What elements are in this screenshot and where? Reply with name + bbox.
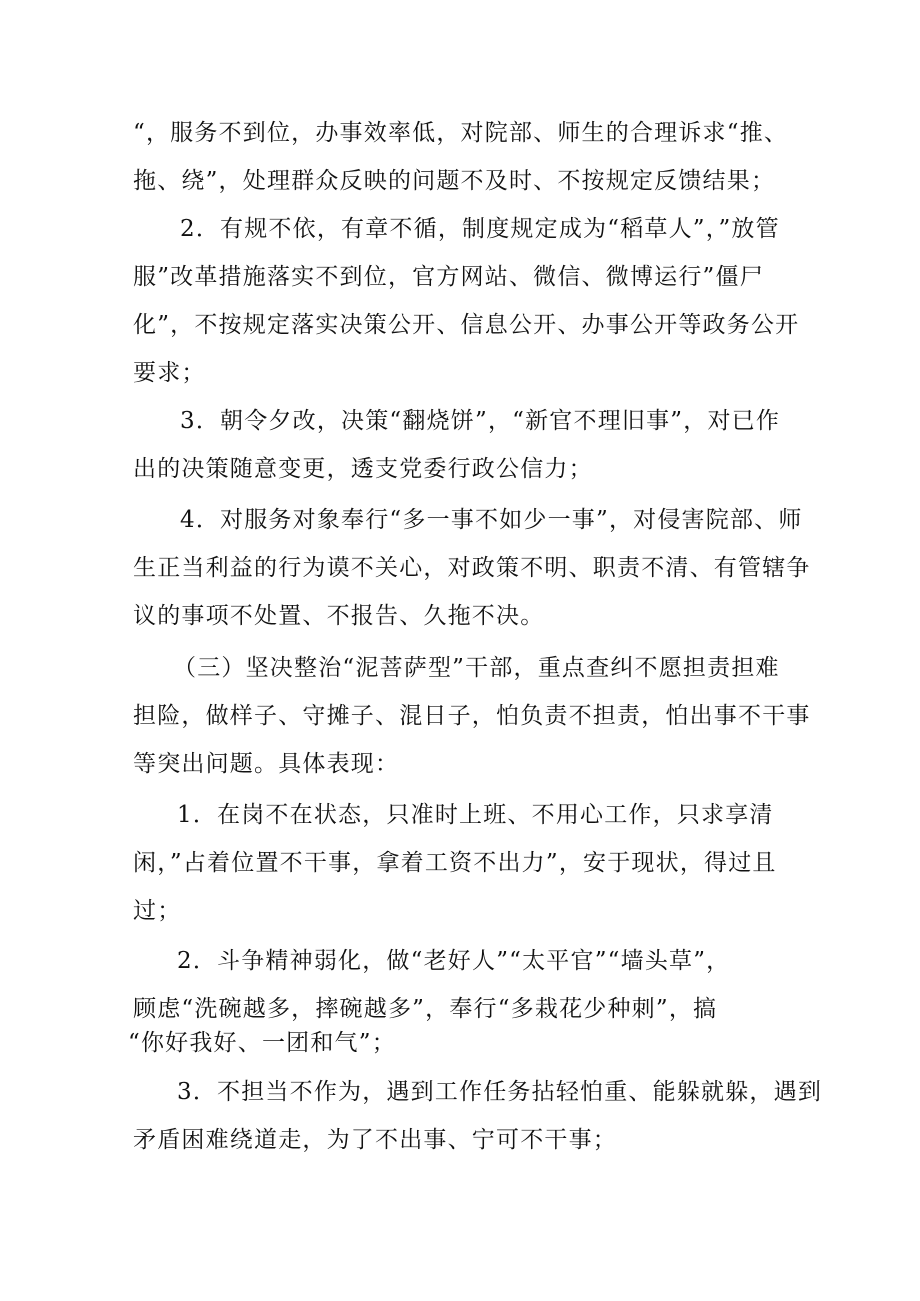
list-item-2b-line: 2．斗争精神弱化，做“老好人”“太平官”“墙头草”，: [177, 948, 731, 974]
text-line: 化”，不按规定落实决策公开、信息公开、办事公开等政务公开: [133, 312, 800, 338]
text-line: 等突出问题。具体表现：: [133, 751, 400, 777]
list-item-1-line: 1．在岗不在状态，只准时上班、不用心工作，只求享清: [177, 802, 774, 828]
list-item-4-line: 4．对服务对象奉行“多一事不如少一事”，对侵害院部、师: [180, 507, 803, 533]
text-line: 闲，”占着位置不干事，拿着工资不出力”，安于现状，得过且: [133, 850, 777, 876]
text-line: 过；: [133, 898, 182, 924]
text-line: 顾虑“洗碗越多，摔碗越多”，奉行“多栽花少种刺”，搞: [133, 996, 718, 1022]
section-heading-line: （三）坚决整治“泥菩萨型”干部，重点查纠不愿担责担难: [173, 655, 780, 681]
text-line: 出的决策随意变更，透支党委行政公信力；: [133, 456, 593, 482]
text-line: “你好我好、一团和气”；: [128, 1030, 396, 1056]
list-item-2-line: 2．有规不依，有章不循，制度规定成为“稻草人”，”放管: [180, 216, 780, 242]
list-item-3b-line: 3．不担当不作为，遇到工作任务拈轻怕重、能躲就躲，遇到: [177, 1079, 823, 1105]
text-line: 拖、绕”，处理群众反映的问题不及时、不按规定反馈结果；: [133, 168, 776, 194]
text-line: 议的事项不处置、不报告、久拖不决。: [133, 603, 545, 629]
text-line: 服”改革措施落实不到位，官方网站、微信、微博运行”僵尸: [133, 264, 764, 290]
text-line: “，服务不到位，办事效率低，对院部、师生的合理诉求“推、: [133, 120, 789, 146]
text-line: 生正当利益的行为谟不关心，对政策不明、职责不清、有管辖争: [133, 555, 811, 581]
text-line: 要求；: [133, 360, 206, 386]
text-line: 矛盾困难绕道走，为了不出事、宁可不干事；: [133, 1127, 617, 1153]
text-line: 担险，做样子、守摊子、混日子，怕负责不担责，怕出事不干事: [133, 703, 811, 729]
list-item-3-line: 3．朝令夕改，决策“翻烧饼”，“新官不理旧事”，对已作: [180, 408, 781, 434]
